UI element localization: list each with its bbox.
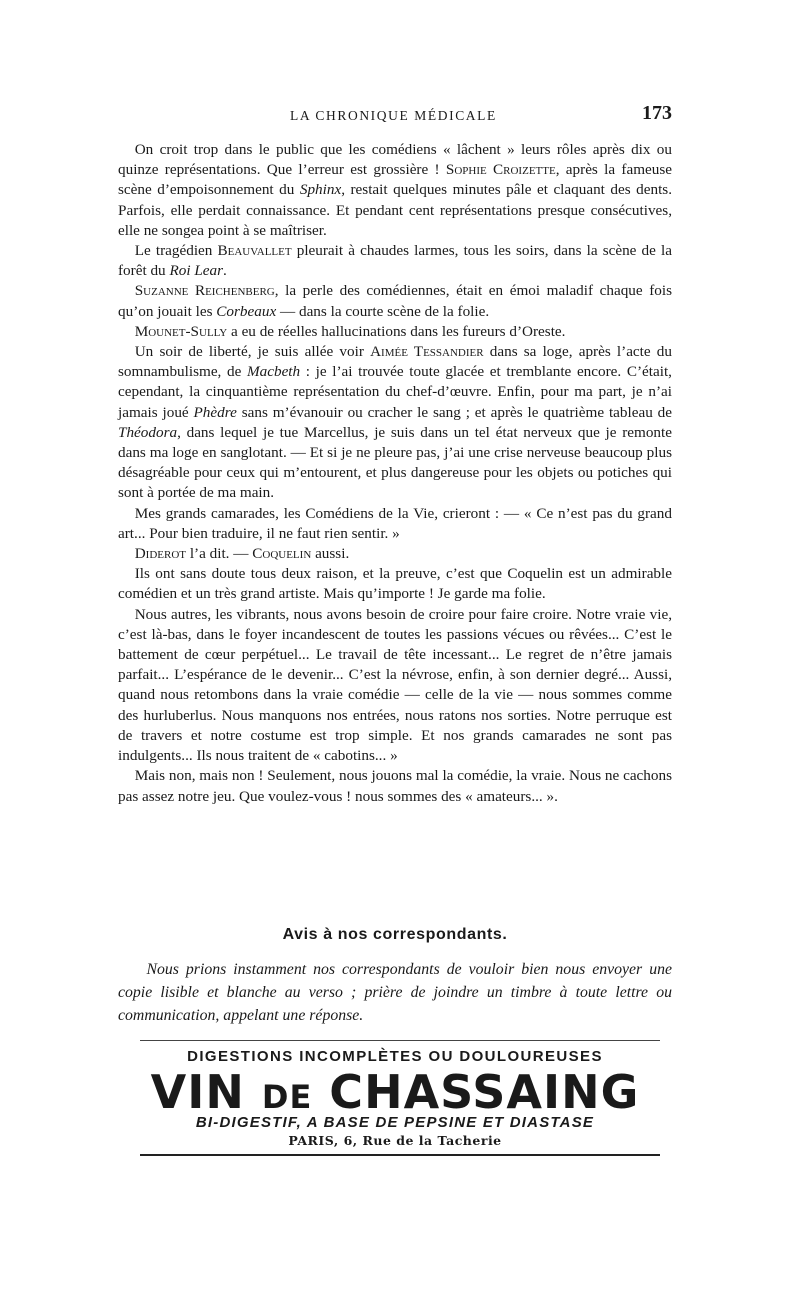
person-name: Suzanne Reichenberg [134,282,275,300]
person-name: Sophie Croizette [445,161,556,179]
text-run: l’a dit. — [186,545,253,563]
notice-body: Nous prions instamment nos correspondants de vouloir bien nous envoyer une copie lisible et blanche au verso ; prière de joindre un timbre à toute lettre ou communication, appelant une réponse. [118,961,672,1024]
ad-brand-de: DE [261,1078,313,1116]
ad-brand-vin: VIN [150,1065,262,1119]
notice-title: Avis à nos correspondants. [282,926,508,943]
text-run: dans sa loge, après l’acte du somnambulisme, de [118,343,672,381]
paragraph [118,342,672,504]
paragraph [118,605,672,767]
text-run: Le tragédien [134,242,218,260]
paragraph [118,504,672,544]
italic-title: Théodora [118,423,178,441]
ad-brand-chassaing: CHASSAING [312,1065,640,1119]
text-run: aussi. [311,545,350,563]
italic-title: Corbeaux [216,302,277,320]
text-run: , après la fameuse scène d’empoisonnement du [118,161,672,199]
ad-tagline: DIGESTIONS INCOMPLÈTES OU DOULOUREUSES [187,1048,603,1065]
paragraph [118,544,672,564]
person-name: Beauvallet [217,242,292,260]
text-run: sans m’évanouir ou cracher le sang ; et après le quatrième tableau de [236,403,672,421]
text-run: — dans la courte scène de la folie. [276,302,490,320]
page-header [118,102,672,132]
text-run: On croit trop dans le public que les comédiens « lâchent » leurs rôles après dix ou quinze représentations. Que l’erreur est grossière ! [118,141,672,179]
text-run: a eu de réelles hallucinations dans les fureurs d’Oreste. [227,322,566,340]
page-number: 173 [642,102,672,124]
person-name: Mounet-Sully [134,322,228,340]
running-title: LA CHRONIQUE MÉDICALE [290,108,497,123]
text-run: : je l’ai trouvée toute glacée et tremblante encore. C’était, cependant, la cinquantième représentation du chef-d’œuvre. Enfin, pour ma part, je n’ai jamais joué [118,363,672,421]
paragraph [118,281,672,321]
ad-product-description: BI-DIGESTIF, A BASE DE PEPSINE ET DIASTASE [195,1114,595,1131]
italic-title: Macbeth [246,363,301,381]
person-name: Diderot [134,545,187,563]
paragraph [118,241,672,281]
paragraph [118,140,672,241]
text-run: . [223,262,227,280]
text-run: pleurait à chaudes larmes, tous les soirs, dans la scène de la forêt du [118,242,672,280]
text-run: Mais non, mais non ! Seulement, nous jouons mal la comédie, la vraie. Nous ne cachons pas assez notre jeu. Que voulez-vous ! nous sommes des « amateurs... ». [118,767,672,805]
ad-bottom-rule [140,1154,660,1156]
italic-title: Roi Lear [169,262,224,280]
text-run: Mes grands camarades, les Comédiens de la Vie, crieront : — « Ce n’est pas du grand art... Pour bien traduire, il ne faut rien sentir. » [118,504,672,542]
paragraph [118,322,672,342]
italic-title: Sphinx [299,181,342,199]
text-run: Ils ont sans doute tous deux raison, et la preuve, c’est que Coquelin est un admirable comédien et un très grand artiste. Mais qu’importe ! Je garde ma folie. [118,565,672,603]
ad-top-rule [140,1040,660,1041]
text-run: , dans lequel je tue Marcellus, je suis dans un tel état nerveux que je remonte dans ma loge en sanglotant. — Et si je ne pleure pas, j’ai une crise nerveuse beaucoup plus désagréable pour ceux qui m’entourent, et plus dangereuse pour les objets ou potiches qui sont à portée de ma main. [118,423,672,502]
text-run: Nous autres, les vibrants, nous avons besoin de croire pour faire croire. Notre vraie vie, c’est là-bas, dans le foyer incandescent de toutes les passions vécues ou rêvées... C’est le battement de cœur perpétuel... Le travail de tête incessant... Le regret de n’être jamais parfait... L’espérance de le devenir... C’est la névrose, enfin, à son dernier degré... Aussi, quand nous retombons dans la vraie comédie — celle de la vie — nous sommes comme des hurluberlus. Nous manquons nos entrées, nous ratons nos sorties. Notre perruque est de travers et notre costume est trop simple. Et nos grands camarades ne sont pas indulgents... Ils nous traitent de « cabotins... » [118,605,672,765]
paragraph [118,766,672,806]
text-run: , la perle des comédiennes, était en émoi maladif chaque fois qu’on jouait les [118,282,672,320]
person-name: Aimée Tessandier [370,343,484,361]
person-name: Coquelin [252,545,312,563]
text-run: Un soir de liberté, je suis allée voir [134,343,371,361]
text-run: , restait quelques minutes pâle et claquant des dents. Parfois, elle perdait connaissance. Et pendant cent représentations presque consécutives, elle ne songea point à se maîtriser. [118,181,672,239]
article-body [118,140,672,807]
ad-address: PARIS, 6, Rue de la Tacherie [288,1133,502,1148]
italic-title: Phèdre [193,403,237,421]
paragraph [118,564,672,604]
